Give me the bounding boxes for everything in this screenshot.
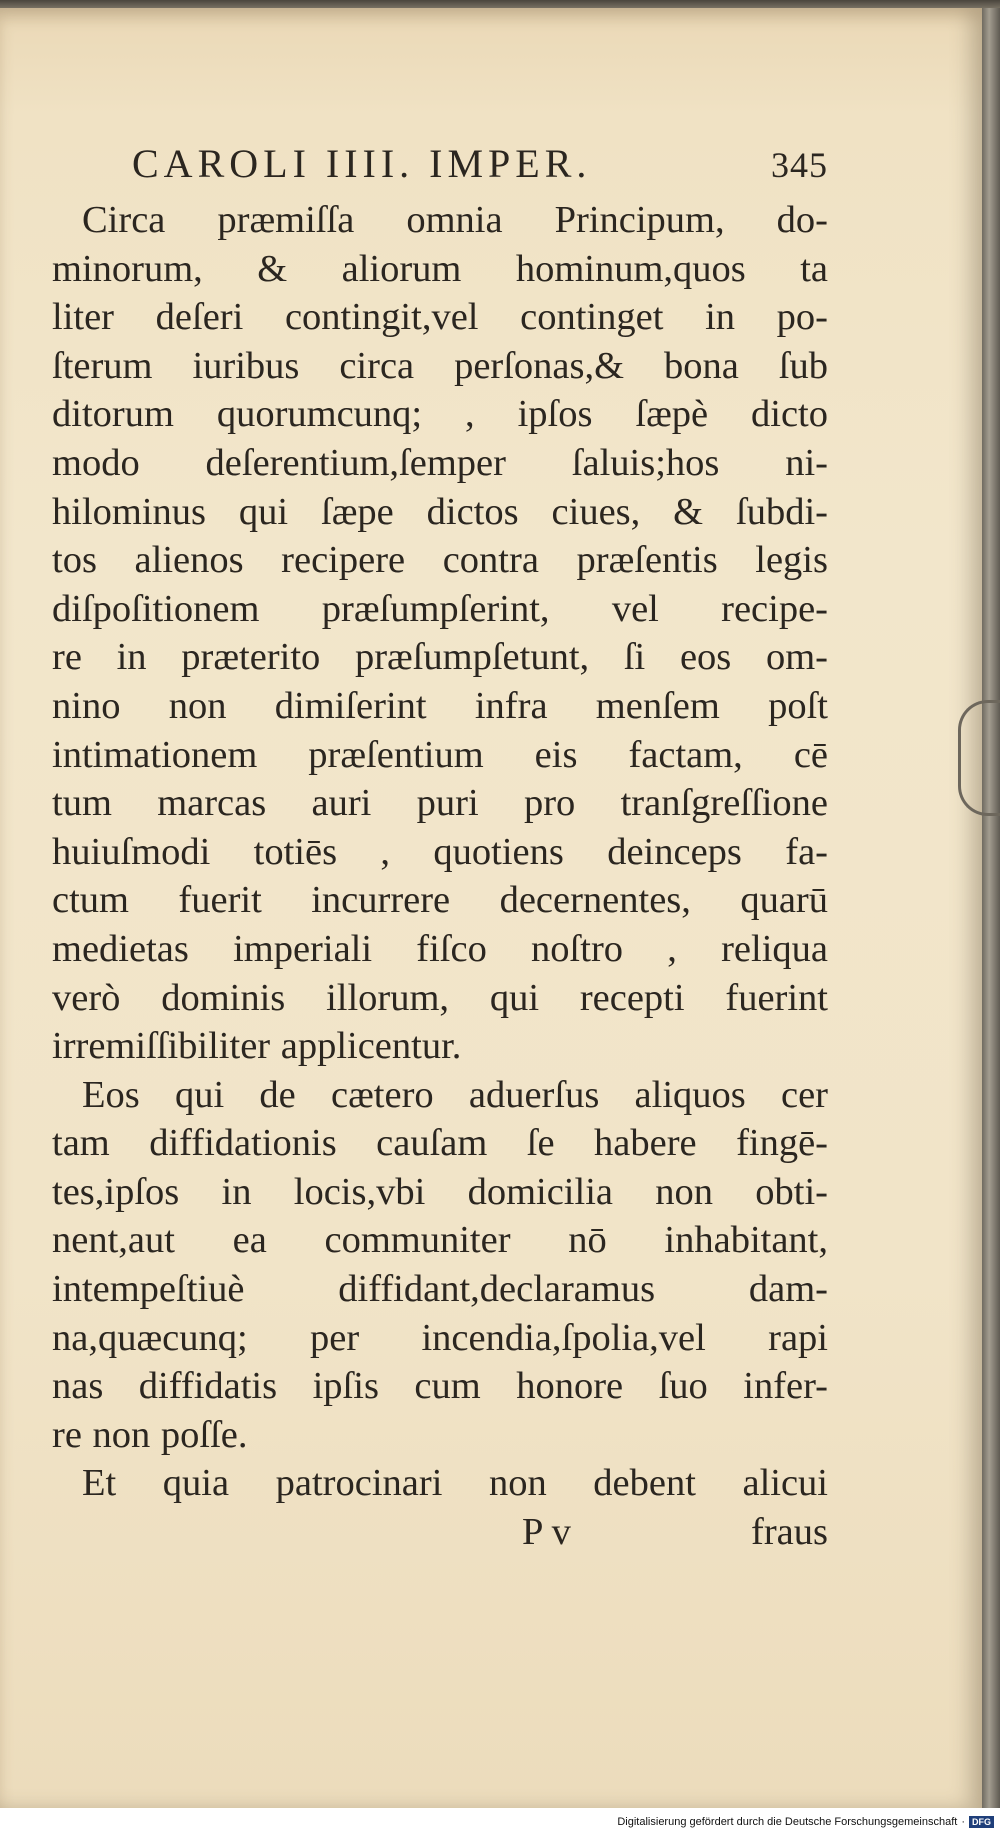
dfg-logo: DFG bbox=[969, 1816, 994, 1828]
text-line: Et quia patrocinari non debent alicui bbox=[82, 1462, 828, 1505]
text-line: minorum, & aliorum hominum,quos ta bbox=[52, 247, 828, 290]
text-line: Eos qui de cætero aduerſus aliquos cer bbox=[82, 1073, 828, 1116]
text-line: nas diffidatis ipſis cum honore ſuo infer- bbox=[52, 1365, 828, 1408]
page-number: 345 bbox=[771, 145, 828, 185]
running-head bbox=[132, 140, 828, 196]
text-line: tes,ipſos in locis,vbi domicilia non obti- bbox=[52, 1170, 828, 1213]
text-line: na,quæcunq; per incendia,ſpolia,vel rapi bbox=[52, 1316, 828, 1359]
signature-mark: P v bbox=[522, 1511, 571, 1554]
text-line: Circa præmiſſa omnia Principum, do- bbox=[82, 199, 828, 241]
text-line: ditorum quorumcunq; , ipſos ſæpè dicto bbox=[52, 393, 828, 436]
catchword: fraus bbox=[751, 1511, 828, 1554]
text-line: ſterum iuribus circa perſonas,& bona ſub bbox=[52, 344, 828, 387]
text-line: nent,aut ea communiter nō inhabitant, bbox=[52, 1219, 828, 1262]
credit-text: Digitalisierung gefördert durch die Deutsche Forschungsgemeinschaft bbox=[617, 1816, 958, 1828]
text-line: intimationem præſentium eis factam, cē bbox=[52, 733, 828, 776]
text-line: tum marcas auri puri pro tranſgreſſione bbox=[52, 782, 828, 825]
text-line: nino non dimiſerint infra menſem poſt bbox=[52, 684, 828, 727]
running-head-title: CAROLI IIII. IMPER. bbox=[132, 141, 592, 186]
text-line: re non poſſe. bbox=[52, 1413, 248, 1456]
text-line: diſpoſitionem præſumpſerint, vel recipe- bbox=[52, 587, 828, 630]
text-line: irremiſſibiliter applicentur. bbox=[52, 1025, 462, 1068]
book-fore-edge bbox=[982, 8, 1000, 1808]
text-line: liter deſeri contingit,vel continget in po- bbox=[52, 296, 828, 339]
text-line: modo deſerentium,ſemper ſaluis;hos ni- bbox=[52, 441, 828, 484]
page-text-block bbox=[52, 140, 828, 1557]
text-line: hilominus qui ſæpe dictos ciues, & ſubdi- bbox=[52, 490, 828, 533]
book-clasp bbox=[958, 700, 1000, 816]
text-line: intempeſtiuè diffidant,declaramus dam- bbox=[52, 1268, 828, 1311]
text-line: huiuſmodi totiēs , quotiens deinceps fa- bbox=[52, 830, 828, 873]
text-line: medietas imperiali fiſco noſtro , reliqua bbox=[52, 927, 828, 970]
page-footer bbox=[52, 1508, 828, 1557]
text-line: tam diffidationis cauſam ſe habere fingē- bbox=[52, 1122, 828, 1165]
text-line: re in præterito præſumpſetunt, ſi eos om- bbox=[52, 636, 828, 679]
digitization-credit: Digitalisierung gefördert durch die Deutsche Forschungsgemeinschaft · DFG bbox=[617, 1816, 994, 1828]
text-line: ctum fuerit incurrere decernentes, quarū bbox=[52, 879, 828, 922]
text-line: tos alienos recipere contra præſentis legis bbox=[52, 539, 828, 582]
body-text bbox=[52, 196, 828, 1508]
text-line: verò dominis illorum, qui recepti fuerint bbox=[52, 976, 828, 1019]
